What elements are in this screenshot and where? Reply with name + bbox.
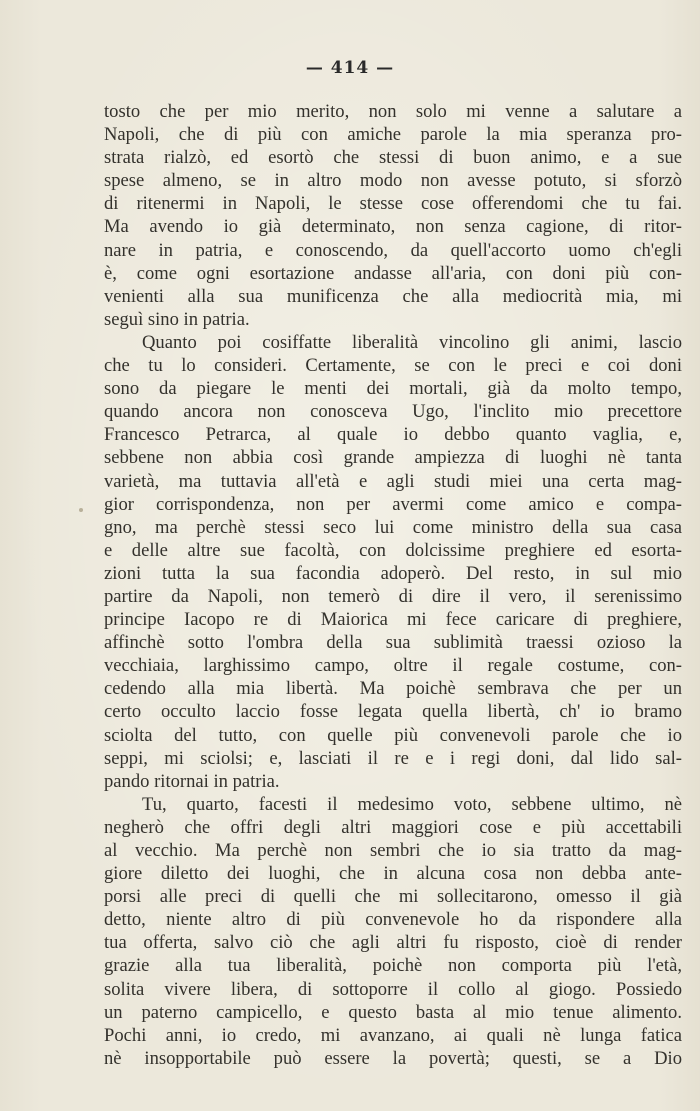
text-line: Ma avendo io già determinato, non senza cagione, di ritor- — [104, 216, 682, 238]
text-line: sebbene non abbia così grande ampiezza di luoghi nè tanta — [104, 447, 682, 469]
text-line: seppi, mi sciolsi; e, lasciati il re e i regi doni, dal lido sal- — [104, 747, 682, 769]
text-line: solita vivere libera, di sottoporre il collo al giogo. Possiedo — [104, 978, 682, 1000]
text-line: di ritenermi in Napoli, le stesse cose offerendomi che tu fai. — [104, 193, 682, 215]
text-line: tua offerta, salvo ciò che agli altri fu risposto, cioè di render — [104, 932, 682, 954]
paper-spot — [79, 508, 83, 512]
body-text — [104, 100, 682, 1070]
text-line: tosto che per mio merito, non solo mi venne a salutare a — [104, 101, 682, 122]
text-line: nare in patria, e conoscendo, da quell'accorto uomo ch'egli — [104, 239, 682, 261]
text-line: detto, niente altro di più convenevole ho da rispondere alla — [104, 909, 682, 931]
text-line: vecchiaia, larghissimo campo, oltre il regale costume, con- — [104, 655, 682, 677]
text-line: cedendo alla mia libertà. Ma poichè sembrava che per un — [104, 678, 682, 700]
text-line: è, come ogni esortazione andasse all'aria, con doni più con- — [104, 262, 682, 284]
text-line: nè insopportabile può essere la povertà; questi, se a Dio — [104, 1047, 682, 1069]
text-line: zioni tutta la sua facondia adoperò. Del resto, in sul mio — [104, 562, 682, 584]
paragraph-3 — [104, 793, 682, 1070]
text-line: affinchè sotto l'ombra della sua sublimità traessi ozioso la — [104, 632, 682, 654]
text-line: principe Iacopo re di Maiorica mi fece caricare di preghiere, — [104, 609, 682, 631]
text-line: e delle altre sue facoltà, con dolcissime preghiere ed esorta- — [104, 539, 682, 561]
text-line: seguì sino in patria. — [104, 308, 250, 330]
text-line: gno, ma perchè stessi seco lui come ministro della sua casa — [104, 516, 682, 538]
paragraph-2 — [104, 331, 682, 793]
paragraph-1 — [104, 100, 682, 331]
text-line: Tu, quarto, facesti il medesimo voto, sebbene ultimo, nè — [142, 793, 682, 815]
text-line: pando ritornai in patria. — [104, 770, 280, 792]
text-line: Napoli, che di più con amiche parole la mia speranza pro- — [104, 124, 682, 146]
text-line: strata rialzò, ed esortò che stessi di buon animo, e a sue — [104, 147, 682, 169]
text-line: grazie alla tua liberalità, poichè non comporta più l'età, — [104, 955, 682, 977]
text-line: varietà, ma tuttavia all'età e agli studi miei una certa mag- — [104, 470, 682, 492]
text-line: che tu lo consideri. Certamente, se con le preci e coi doni — [104, 355, 682, 377]
text-line: venienti alla sua munificenza che alla mediocrità mia, mi — [104, 285, 682, 307]
text-line: Francesco Petrarca, al quale io debbo quanto vaglia, e, — [104, 424, 682, 446]
text-line: giore diletto dei luoghi, che in alcuna cosa non debba ante- — [104, 863, 682, 885]
text-line: certo occulto laccio fosse legata quella libertà, ch' io bramo — [104, 701, 682, 723]
text-line: quando ancora non conosceva Ugo, l'inclito mio precettore — [104, 401, 682, 423]
text-line: negherò che offri degli altri maggiori cose e più accettabili — [104, 816, 682, 838]
text-line: sono da piegare le menti dei mortali, già da molto tempo, — [104, 378, 682, 400]
text-line: al vecchio. Ma perchè non sembri che io sia tratto da mag- — [104, 840, 682, 861]
text-line: sciolta del tutto, con quelle più convenevoli parole che io — [104, 724, 682, 746]
text-line: gior corrispondenza, non per avermi come amico e compa- — [104, 493, 682, 515]
text-line: Quanto poi cosiffatte liberalità vincolino gli animi, lascio — [142, 331, 682, 353]
page-number: — 414 — — [305, 58, 395, 78]
text-line: un paterno campicello, e questo basta al mio tenue alimento. — [104, 1001, 682, 1023]
text-line: partire da Napoli, non temerò di dire il vero, il serenissimo — [104, 585, 682, 607]
text-line: Pochi anni, io credo, mi avanzano, ai quali nè lunga fatica — [104, 1024, 682, 1046]
text-line: spese almeno, se in altro modo non avesse potuto, si sforzò — [104, 170, 682, 192]
text-line: porsi alle preci di quelli che mi sollecitarono, omesso il già — [104, 886, 682, 908]
